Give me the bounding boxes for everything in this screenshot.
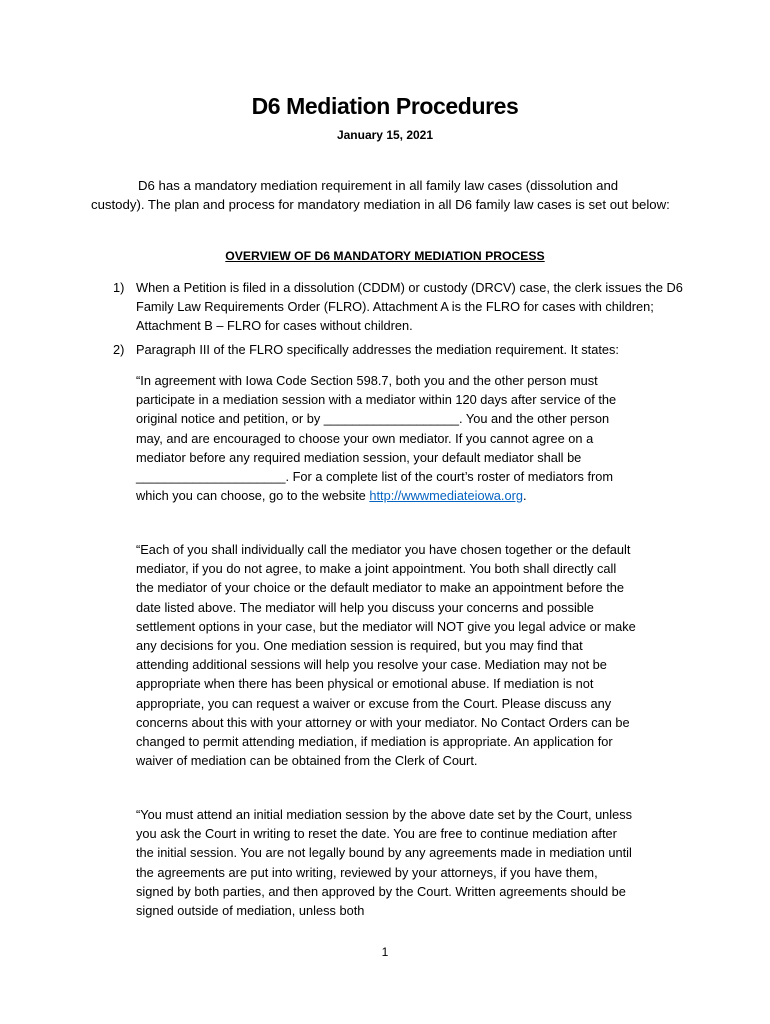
section-heading: OVERVIEW OF D6 MANDATORY MEDIATION PROCESS [225, 249, 545, 263]
intro-paragraph: D6 has a mandatory mediation requirement in all family law cases (dissolution and custody). The plan and process for mandatory mediation in all D6 family law cases is set out below: [91, 178, 670, 213]
list-item [113, 278, 683, 336]
list-number: 2) [113, 342, 125, 357]
quote-paragraph-2: “Each of you shall individually call the mediator you have chosen together or the default mediator, if you do not agree, to make a joint appointment. You both shall directly call the mediator of your choice or the default mediator to make an appointment before the date listed above. The mediator will help you discuss your concerns and possible settlement options in your case, but the mediator will NOT give you legal advice or make any decisions for you. One mediation session is required, but you may find that attending additional sessions will help you resolve your case. Mediation may not be appropriate when there has been physical or emotional abuse. If mediation is not appropriate, you can request a waiver or excuse from the Court. Please discuss any concerns about this with your attorney or with your mediator. No Contact Orders can be changed to permit attending mediation, if mediation is appropriate. An application for waiver of mediation can be obtained from the Clerk of Court. [136, 542, 636, 769]
page-number: 1 [381, 945, 389, 959]
quote-text: “In agreement with Iowa Code Section 598.7, both you and the other person must participate in a mediation session with a mediator within 120 days after service of the original notice and petition, or by ___________________. You and the other person may, and are encouraged to choose your own mediator. If you cannot agree on a mediator before any required mediation session, your default mediator shall be _____________________. For a complete list of the court’s roster of mediators from which you can choose, go to the website [136, 373, 617, 504]
document-date: January 15, 2021 [336, 128, 434, 142]
list-number: 1) [113, 280, 125, 295]
quote-paragraph-3: “You must attend an initial mediation session by the above date set by the Court, unless you ask the Court in writing to reset the date. You are free to continue mediation after the initial session. You are not legally bound by any agreements made in mediation until the agreements are put into writing, reviewed by your attorneys, if you have them, signed by both parties, and then approved by the Court. Written agreements should be signed outside of mediation, unless both [136, 807, 633, 919]
list-item [113, 340, 683, 359]
list-text: When a Petition is filed in a dissolution (CDDM) or custody (DRCV) case, the clerk issues the D6 Family Law Requirements Order (FLRO). Attachment A is the FLRO for cases with children; Attachment B – FLRO for cases without children. [136, 280, 683, 334]
quote-end-punctuation: . [522, 488, 527, 504]
list-text: Paragraph III of the FLRO specifically addresses the mediation requirement. It states: [136, 342, 619, 357]
mediators-roster-link[interactable]: http://wwwmediateiowa.org [369, 488, 523, 504]
quote-paragraph-1 [136, 371, 636, 505]
document-title: D6 Mediation Procedures [251, 93, 519, 119]
